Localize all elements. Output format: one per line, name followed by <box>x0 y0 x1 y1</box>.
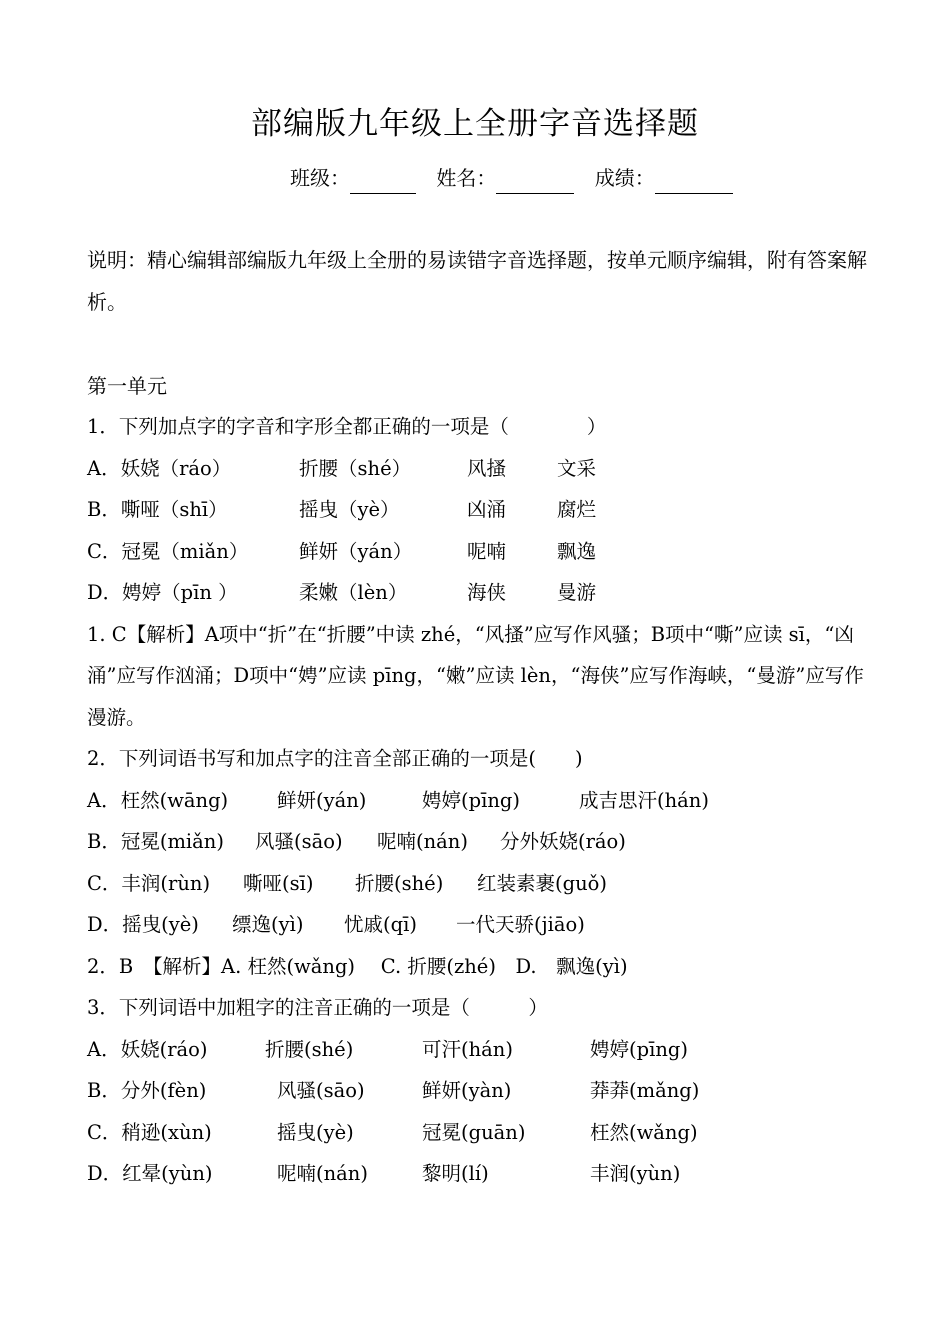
question-1-option-b <box>87 489 877 531</box>
option-cell: 忧戚(qī) <box>344 913 417 936</box>
option-cell: 莽莽(mǎng) <box>590 1079 700 1102</box>
question-2-stem: 2．下列词语书写和加点字的注音全部正确的一项是( ) <box>87 747 583 770</box>
question-1-stem: 1．下列加点字的字音和字形全都正确的一项是（ ） <box>87 415 607 438</box>
question-1-answer: 1. C【解析】A项中“折”在“折腰”中读 zhé，“风搔”应写作风骚；B项中“嘶”应读 sī，“凶涌”应写作汹涌；D项中“娉”应读 pīng，“嫩”应读 lèn，“海侠”应写作海峡，“曼游”应写作漫游。 <box>87 622 864 729</box>
option-cell: 黎明(lí) <box>422 1162 489 1185</box>
option-cell: 曼游 <box>557 581 597 604</box>
option-cell: 娉婷(pīng) <box>590 1037 688 1061</box>
name-blank <box>496 169 574 194</box>
document-title: 部编版九年级上全册字音选择题 <box>251 106 699 142</box>
question-3-option-b <box>87 1070 877 1112</box>
option-cell: 红装素裹(guǒ) <box>477 871 607 895</box>
option-cell: 娉婷(pīng) <box>422 788 520 812</box>
question-3-stem: 3．下列词语中加粗字的注音正确的一项是（ ） <box>87 996 548 1019</box>
unit-heading: 第一单元 <box>87 374 167 398</box>
option-cell: 折腰（shé） <box>299 456 412 480</box>
intro-text: 说明：精心编辑部编版九年级上全册的易读错字音选择题，按单元顺序编辑，附有答案解析。 <box>87 248 867 314</box>
option-cell: B．嘶哑（shī） <box>87 498 228 521</box>
option-cell: 鲜妍(yán) <box>277 788 367 812</box>
option-cell: A．枉然(wāng) <box>87 788 229 812</box>
option-cell: 风搔 <box>467 456 507 480</box>
question-3-option-d <box>87 1153 877 1195</box>
option-cell: 柔嫩（lèn） <box>299 581 408 604</box>
option-cell: 海侠 <box>467 581 507 604</box>
option-cell: 折腰(shé) <box>265 1037 354 1061</box>
student-info-line <box>290 162 733 194</box>
question-3-option-a <box>87 1029 877 1071</box>
class-label: 班级： <box>290 166 350 190</box>
option-cell: C．稍逊(xùn) <box>87 1120 212 1144</box>
question-1-option-c <box>87 531 877 573</box>
option-cell: 鲜妍（yán） <box>299 539 413 563</box>
class-blank <box>350 169 416 194</box>
question-1-option-a <box>87 448 877 490</box>
option-cell: D．红晕(yùn) <box>87 1162 213 1185</box>
option-cell: 缥逸(yì) <box>232 913 304 936</box>
option-cell: B．冠冕(miǎn) <box>87 830 224 853</box>
option-cell: 风骚(sāo) <box>277 1079 365 1102</box>
option-cell: 冠冕(guān) <box>422 1120 526 1144</box>
option-cell: B．分外(fèn) <box>87 1079 207 1102</box>
questions-section <box>87 406 877 1195</box>
option-cell: 分外妖娆(ráo) <box>500 830 626 853</box>
score-blank <box>655 169 733 194</box>
option-cell: 飘逸 <box>557 539 597 563</box>
question-3-option-c <box>87 1112 877 1154</box>
option-cell: 摇曳(yè) <box>277 1120 354 1144</box>
option-cell: 文采 <box>557 456 597 480</box>
question-2-option-c <box>87 863 877 905</box>
name-label: 姓名： <box>436 166 497 190</box>
option-cell: 呢喃(nán) <box>277 1162 368 1185</box>
option-cell: 折腰(shé) <box>355 871 444 895</box>
option-cell: 枉然(wǎng) <box>590 1120 698 1144</box>
question-2-answer: 2．B 【解析】A. 枉然(wǎng) C. 折腰(zhé) D. 飘逸(yì) <box>87 954 628 978</box>
option-cell: 呢喃(nán) <box>377 830 468 853</box>
option-cell: 丰润(yùn) <box>590 1162 681 1185</box>
option-cell: A．妖娆（ráo） <box>87 456 232 480</box>
option-cell: 腐烂 <box>557 498 597 521</box>
option-cell: 嘶哑(sī) <box>243 871 314 895</box>
option-cell: A．妖娆(ráo) <box>87 1037 208 1061</box>
option-cell: 摇曳（yè） <box>299 498 400 521</box>
option-cell: D．摇曳(yè) <box>87 913 199 936</box>
option-cell: C．丰润(rùn) <box>87 871 211 895</box>
option-cell: 风骚(sāo) <box>255 830 343 853</box>
option-cell: 呢喃 <box>467 539 507 563</box>
option-cell: 凶涌 <box>467 498 507 521</box>
question-2-option-d <box>87 904 877 946</box>
question-2-option-a <box>87 780 877 822</box>
question-1-option-d <box>87 572 877 614</box>
option-cell: C．冠冕（miǎn） <box>87 539 249 563</box>
question-2-option-b <box>87 821 877 863</box>
option-cell: 成吉思汗(hán) <box>579 788 709 812</box>
option-cell: 可汗(hán) <box>422 1037 513 1061</box>
score-label: 成绩： <box>594 166 655 190</box>
option-cell: 鲜妍(yàn) <box>422 1079 512 1102</box>
option-cell: 一代天骄(jiāo) <box>456 913 585 936</box>
option-cell: D．娉婷（pīn ） <box>87 581 238 604</box>
